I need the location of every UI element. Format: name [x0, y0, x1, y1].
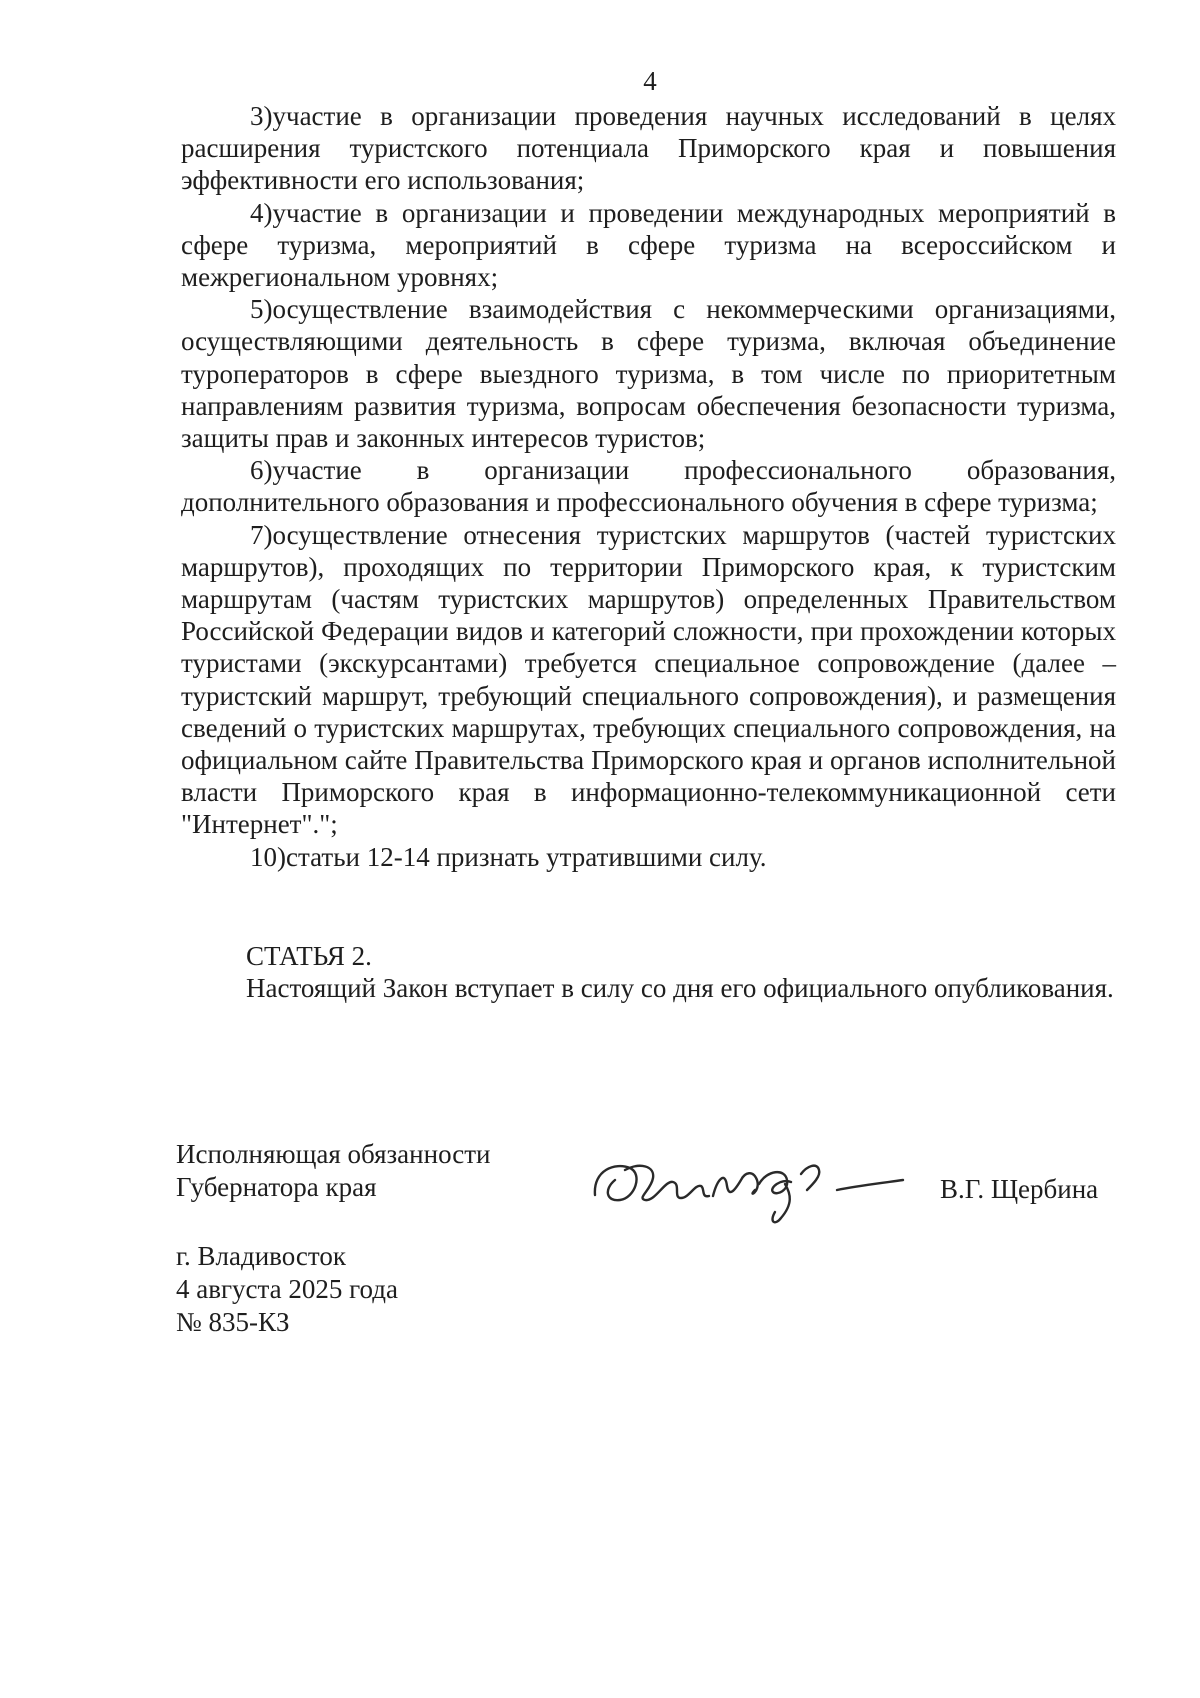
signer-position-line1: Исполняющая обязанности: [176, 1139, 491, 1169]
article-title: СТАТЬЯ 2.: [246, 941, 372, 971]
signer-name: В.Г. Щербина: [940, 1174, 1099, 1204]
list-item: 4)участие в организации и проведении международных мероприятий в сфере туризма, мероприятий в сфере туризма на всероссийском и межрегиональном уровнях;: [181, 197, 1116, 293]
date: 4 августа 2025 года: [176, 1274, 398, 1304]
article-text: Настоящий Закон вступает в силу со дня его официального опубликования.: [246, 973, 1114, 1003]
signer-position-line2: Губернатора края: [176, 1172, 377, 1202]
article-2: [176, 940, 1116, 1004]
list-item: 3)участие в организации проведения научных исследований в целях расширения туристского потенциала Приморского края и повышения эффективности его использования;: [181, 101, 1116, 196]
signer-position: [176, 1138, 490, 1204]
city: г. Владивосток: [176, 1241, 346, 1271]
list-items: [181, 100, 1116, 873]
list-item: 7)осуществление отнесения туристских маршрутов (частей туристских маршрутов), проходящих по территории Приморского края, к туристским маршрутам (частям туристских маршрутов) определенных Правительством Российской Федерации видов и категорий сложности, при прохождении которых туристами (экскурсантами) требуется специальное сопровождение (далее – туристский маршрут, требующий специального сопровождения), и размещения сведений о туристских маршрутах, требующих специального сопровождения, на официальном сайте Правительства Приморского края и органов исполнительной власти Приморского края в информационно-телекоммуникационной сети "Интернет".";: [181, 519, 1116, 840]
place-date-number: [176, 1240, 398, 1339]
page-number: 4: [643, 66, 657, 96]
list-item: 10)статьи 12-14 признать утратившими силу.: [250, 841, 767, 872]
list-item: 5)осуществление взаимодействия с некоммерческими организациями, осуществляющими деятельность в сфере туризма, включая объединение туроператоров в сфере выездного туризма, в том числе по приоритетным направлениям развития туризма, вопросам обеспечения безопасности туризма, защиты прав и законных интересов туристов;: [181, 294, 1116, 454]
handwritten-signature: [585, 1140, 915, 1230]
document-number: № 835-КЗ: [176, 1307, 290, 1337]
list-item: 6)участие в организации профессионального образования, дополнительного образования и профессионального обучения в сфере туризма;: [181, 455, 1116, 518]
